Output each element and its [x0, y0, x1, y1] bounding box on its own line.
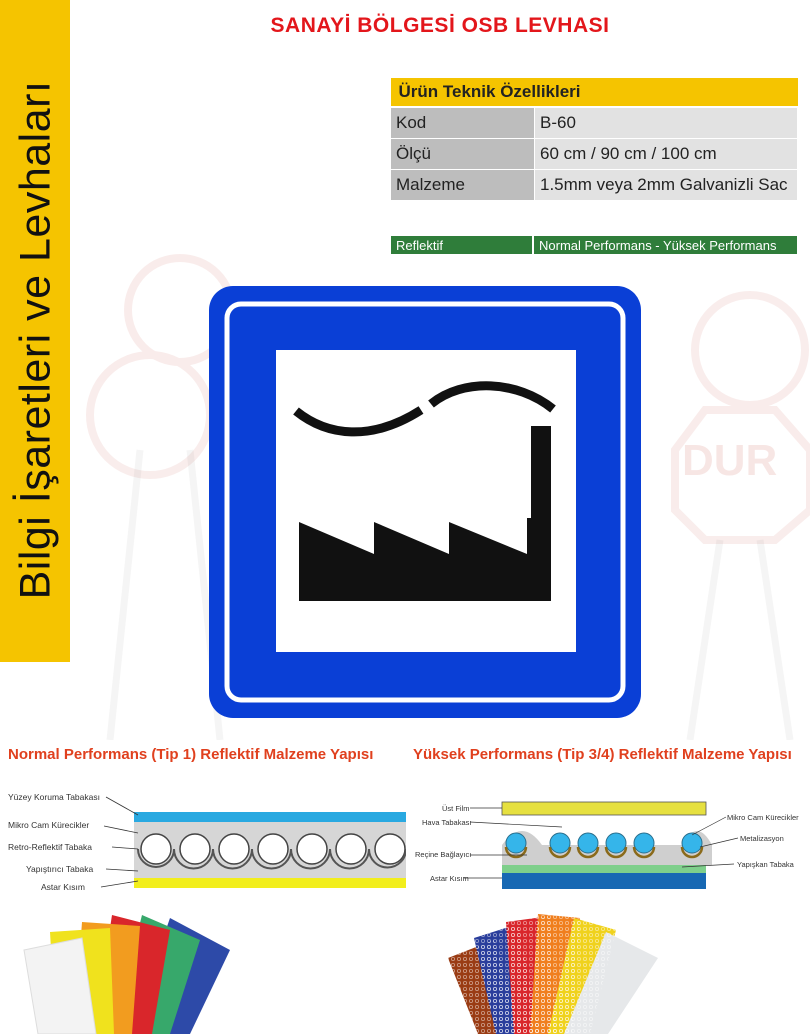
osb-sign: [209, 286, 641, 718]
spec-value-code: B-60: [535, 107, 798, 139]
high-left-label: Üst Film: [442, 804, 470, 813]
normal-layer-label: Yapıştırıcı Tabaka: [26, 864, 94, 874]
bg-stop-text: DUR: [682, 436, 778, 485]
spec-label-code: Kod: [391, 107, 535, 139]
page-title: SANAYİ BÖLGESİ OSB LEVHASI: [270, 14, 610, 37]
normal-layer-label: Mikro Cam Kürecikler: [8, 820, 90, 830]
normal-performance-title: Normal Performans (Tip 1) Reflektif Malzeme Yapısı: [8, 746, 374, 763]
high-performance-title: Yüksek Performans (Tip 3/4) Reflektif Malzeme Yapısı: [413, 746, 792, 763]
liner-layer: [134, 878, 406, 888]
spec-value-size: 60 cm / 90 cm / 100 cm: [535, 139, 798, 170]
high-left-label: Reçine Bağlayıcı: [415, 850, 472, 859]
reflective-label: Reflektif: [390, 235, 533, 255]
normal-layer-label: Yüzey Koruma Tabakası: [8, 792, 100, 802]
spec-header-row: [391, 78, 798, 107]
high-reflective-strips: [438, 908, 668, 1034]
spec-table: [390, 78, 798, 201]
liner-layer: [502, 873, 706, 889]
normal-structure-diagram: [6, 785, 406, 895]
high-left-label: Hava Tabakası: [422, 818, 472, 827]
high-right-label: Yapışkan Tabaka: [737, 860, 794, 869]
high-right-label: Mikro Cam Kürecikler: [727, 813, 799, 822]
normal-layer-label: Retro-Reflektif Tabaka: [8, 842, 92, 852]
bg-circle-sign: [695, 295, 805, 405]
top-film-layer: [502, 802, 706, 815]
high-structure-diagram: [412, 795, 810, 895]
surface-protection-layer: [134, 812, 406, 822]
spec-row: [391, 107, 798, 139]
high-left-label: Astar Kısım: [430, 874, 469, 883]
normal-reflective-strips: [20, 910, 250, 1034]
spec-label-size: Ölçü: [391, 139, 535, 170]
spec-label-material: Malzeme: [391, 170, 535, 201]
adhesive-layer: [502, 865, 706, 873]
spec-row: [391, 139, 798, 170]
spec-value-material: 1.5mm veya 2mm Galvanizli Sac: [535, 170, 798, 201]
spec-row: [391, 170, 798, 201]
sidebar-title: Bilgi İşaretleri ve Levhaları: [11, 80, 60, 600]
spec-header: Ürün Teknik Özellikleri: [391, 78, 798, 107]
high-right-label: Metalizasyon: [740, 834, 784, 843]
normal-layer-label: Astar Kısım: [41, 882, 85, 892]
reflective-value: Normal Performans - Yüksek Performans: [533, 235, 798, 255]
sidebar-banner: [0, 0, 70, 662]
